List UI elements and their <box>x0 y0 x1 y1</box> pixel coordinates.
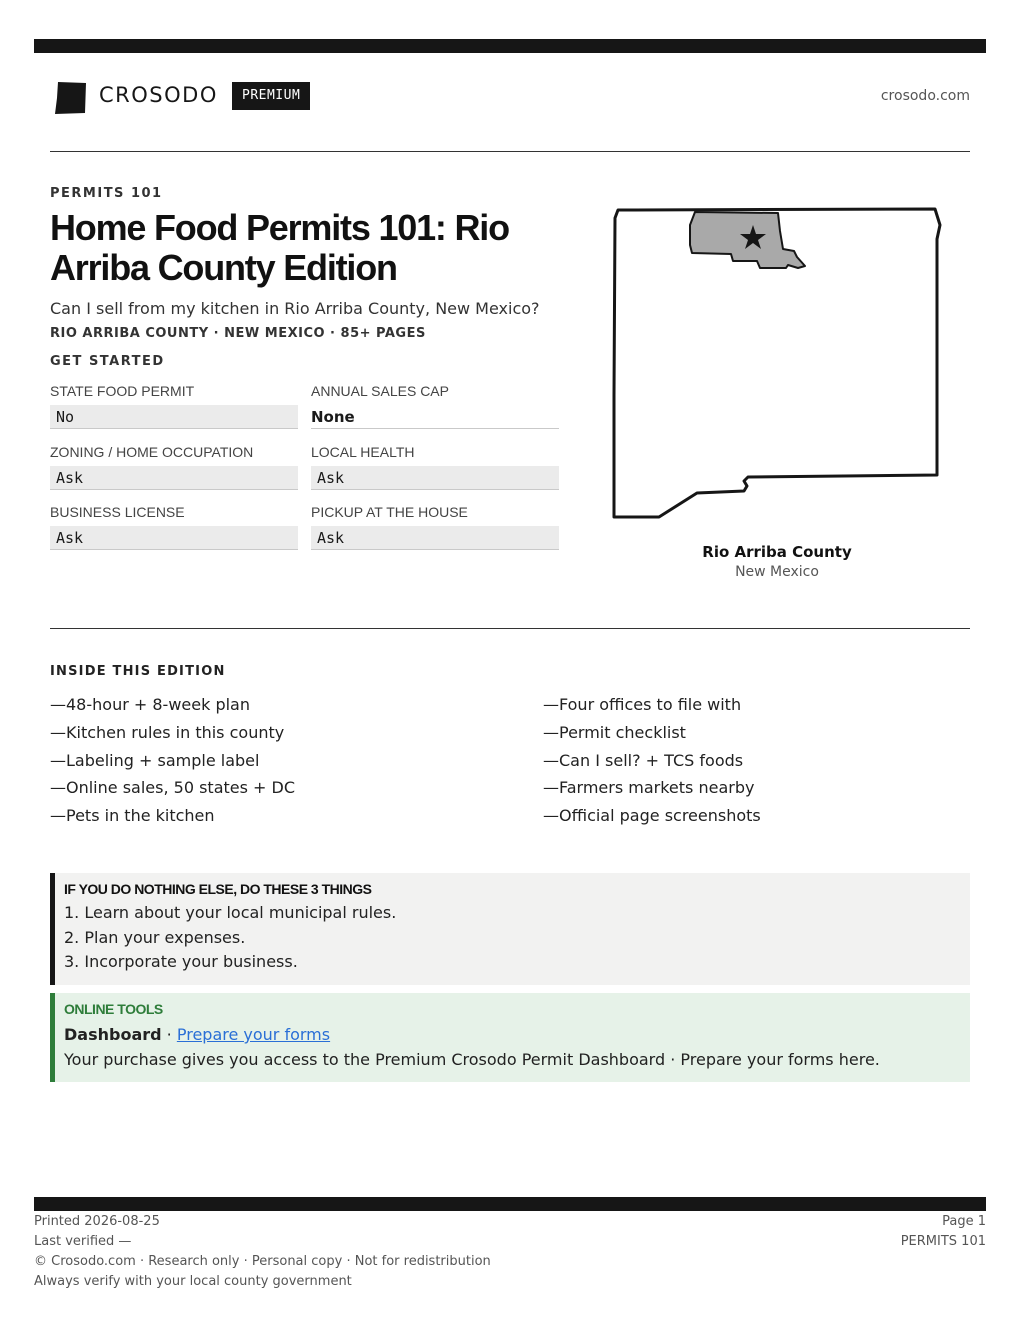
callout-title: IF YOU DO NOTHING ELSE, DO THESE 3 THINGS <box>64 881 372 897</box>
dashboard-label: Dashboard <box>64 1025 162 1044</box>
field-value: Ask <box>311 466 559 490</box>
edition-meta: RIO ARRIBA COUNTY · NEW MEXICO · 85+ PAGES <box>50 326 426 341</box>
map-state-name: New Mexico <box>735 564 819 580</box>
field-value: None <box>311 405 559 429</box>
kicker: PERMITS 101 <box>50 186 163 201</box>
top-bar <box>34 39 986 53</box>
field-local-health <box>311 444 559 490</box>
premium-badge: PREMIUM <box>232 82 310 110</box>
get-started-heading: GET STARTED <box>50 354 165 369</box>
footer-right <box>901 1212 986 1252</box>
page-number: Page 1 <box>942 1214 986 1229</box>
verify-advice: Always verify with your local county government <box>34 1274 352 1289</box>
site-url[interactable]: crosodo.com <box>880 88 970 104</box>
toc-right <box>543 691 943 830</box>
online-tools-box <box>50 993 970 1082</box>
list-item: —Four offices to file with <box>543 695 742 714</box>
section-divider <box>50 628 970 629</box>
field-label: BUSINESS LICENSE <box>50 504 185 520</box>
field-value: Ask <box>50 526 298 550</box>
bottom-bar <box>34 1197 986 1211</box>
list-item: —Permit checklist <box>543 722 686 742</box>
tools-links <box>64 1025 970 1044</box>
list-item: —Online sales, 50 states + DC <box>50 778 296 798</box>
list-item: —Can I sell? + TCS foods <box>543 750 744 770</box>
field-zoning <box>50 444 298 490</box>
state-map <box>610 205 946 521</box>
field-business-license <box>50 504 298 550</box>
footer-section: PERMITS 101 <box>900 1234 986 1249</box>
prepare-forms-link[interactable]: Prepare your forms <box>176 1025 331 1044</box>
header-divider <box>50 151 970 152</box>
separator: · <box>161 1025 177 1044</box>
tools-description: Your purchase gives you access to the Premium Crosodo Permit Dashboard · Prepare your forms here. <box>64 1050 880 1069</box>
field-label: LOCAL HEALTH <box>311 444 415 460</box>
toc-left <box>50 691 450 830</box>
tools-title: ONLINE TOOLS <box>64 1001 163 1017</box>
field-pickup <box>311 504 559 550</box>
map-county-name: Rio Arriba County <box>702 543 852 561</box>
footer-left <box>34 1212 491 1292</box>
field-label: PICKUP AT THE HOUSE <box>311 504 468 520</box>
printed-date: Printed 2026-08-25 <box>34 1214 160 1229</box>
copyright: © Crosodo.com · Research only · Personal copy · Not for redistribution <box>34 1254 491 1269</box>
list-item: 3. Incorporate your business. <box>64 952 298 971</box>
page-title: Home Food Permits 101: Rio Arriba County Edition <box>50 207 509 288</box>
list-item: 2. Plan your expenses. <box>64 927 246 947</box>
field-annual-sales-cap <box>311 383 559 429</box>
field-label: ZONING / HOME OCCUPATION <box>50 444 254 460</box>
field-label: STATE FOOD PERMIT <box>50 383 195 399</box>
field-value: Ask <box>311 526 559 550</box>
field-value: No <box>50 405 298 429</box>
list-item: —Pets in the kitchen <box>50 806 215 826</box>
field-label: ANNUAL SALES CAP <box>311 383 449 399</box>
list-item: —Kitchen rules in this county <box>50 722 285 742</box>
brand-name: CROSODO <box>99 83 218 107</box>
field-state-food-permit <box>50 383 298 429</box>
field-value: Ask <box>50 466 298 490</box>
header <box>50 78 970 118</box>
list-item: 1. Learn about your local municipal rules. <box>64 903 397 922</box>
logo-icon <box>54 80 88 114</box>
list-item: —Farmers markets nearby <box>543 778 755 798</box>
callout-list <box>64 901 970 975</box>
list-item: —Official page screenshots <box>543 806 761 826</box>
list-item: —48-hour + 8-week plan <box>50 695 250 714</box>
page-subtitle: Can I sell from my kitchen in Rio Arriba County, New Mexico? <box>50 299 540 318</box>
three-things-callout <box>50 873 970 985</box>
list-item: —Labeling + sample label <box>50 750 260 770</box>
inside-heading: INSIDE THIS EDITION <box>50 664 226 679</box>
last-verified: Last verified — <box>34 1234 132 1249</box>
